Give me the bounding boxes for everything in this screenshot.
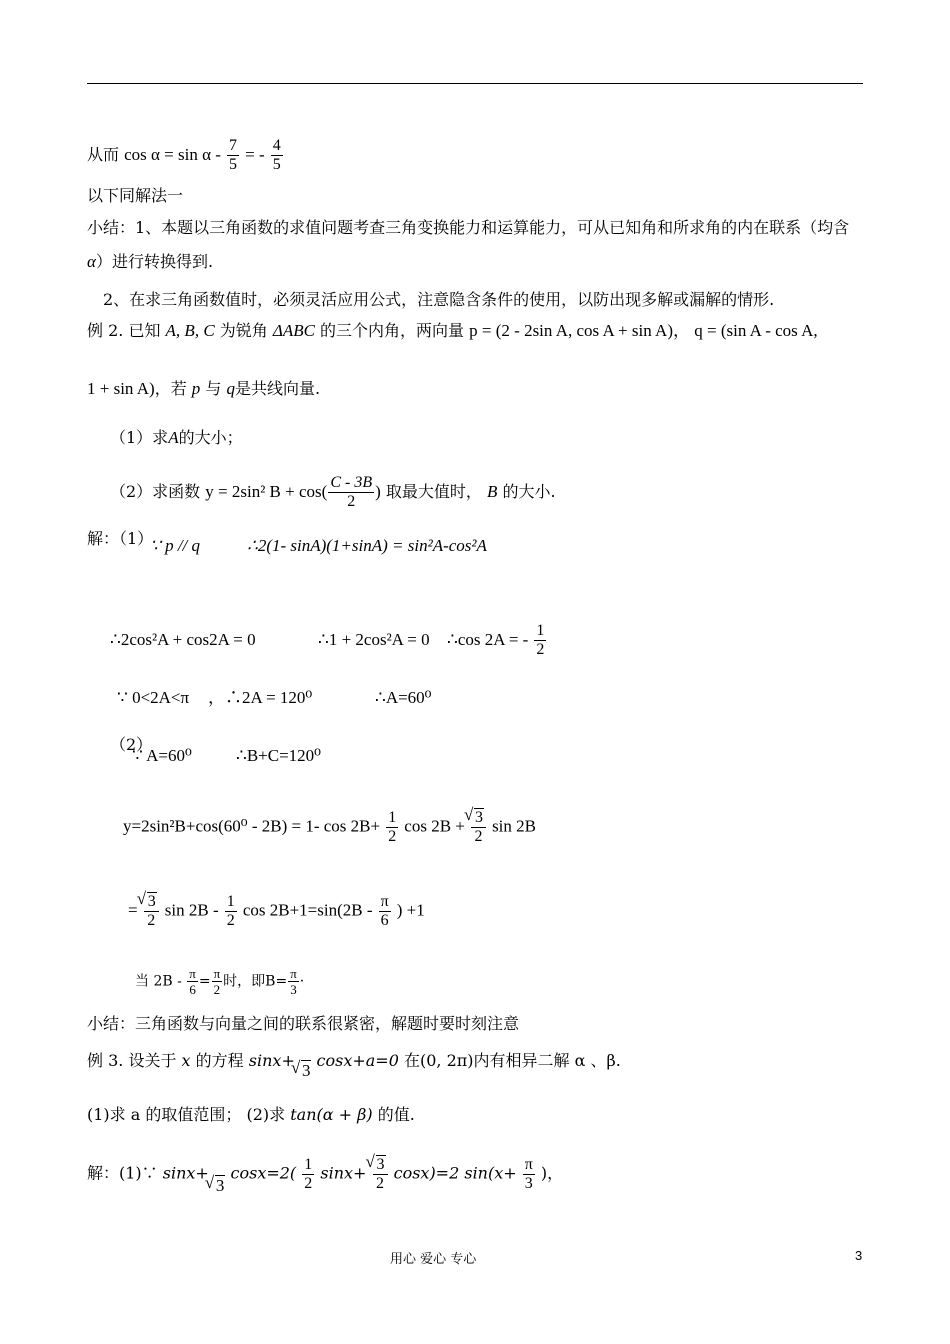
math: ΔABC	[272, 321, 315, 340]
text: 在(0, 2π)内有相异二解 α 、β.	[403, 1051, 621, 1070]
y-expansion	[123, 808, 536, 846]
math: tan(α + β)	[290, 1105, 373, 1124]
text: 的大小；	[178, 428, 243, 447]
text: （2）求函数	[110, 482, 201, 501]
math: ∴2(1- sinA)(1+sinA) = sin²A-cos²A	[247, 536, 487, 555]
math: =	[128, 900, 138, 920]
solution-step-2c	[375, 688, 432, 708]
math: ∴B+C=120⁰	[236, 746, 321, 765]
sqrt: √ 3	[301, 1060, 312, 1081]
math: ，∴2A = 120⁰	[208, 688, 313, 707]
math: A, B, C	[165, 321, 215, 340]
num: π	[380, 892, 389, 910]
text: 的三个内角，两向量	[320, 321, 465, 340]
math: sin 2B	[492, 816, 536, 836]
fraction	[227, 137, 239, 174]
math: cosx=2(	[230, 1163, 297, 1183]
text: 从而	[87, 145, 120, 164]
text: 的方程	[195, 1051, 244, 1070]
num: 7	[229, 137, 238, 154]
math: p	[191, 379, 201, 398]
fraction	[144, 892, 159, 930]
den: 6	[189, 982, 196, 997]
text: 的值.	[377, 1105, 415, 1124]
den: 3	[524, 1174, 533, 1192]
text: ）进行转换得到.	[95, 252, 214, 271]
den: 2	[147, 912, 156, 929]
num: π	[524, 1155, 533, 1173]
alpha: α	[87, 252, 96, 271]
math: ∴2cos²A + cos2A = 0	[110, 630, 256, 649]
den: 6	[380, 911, 389, 929]
question-2	[110, 474, 556, 511]
text: (1)求 a 的取值范围； (2)求	[87, 1105, 286, 1124]
example-2-statement-cont	[87, 379, 320, 399]
math: ∵ A=60⁰	[132, 746, 192, 765]
solution-step-1a	[110, 630, 256, 650]
solution-step-2a	[117, 688, 189, 708]
sqrt-wrap	[300, 1061, 312, 1080]
math: p = (2 - 2sin A, cos A + sin A)， q = (sin A - cos A,	[469, 321, 818, 340]
sqrt: √ 3	[215, 1175, 226, 1196]
math: cos 2B +	[404, 816, 465, 836]
solution-step-0	[247, 536, 487, 556]
num: 4	[272, 137, 281, 154]
math: sin 2B -	[164, 900, 219, 920]
math: y = 2sin² B + cos(	[205, 482, 328, 501]
math: sinx+	[162, 1163, 209, 1183]
fraction	[386, 809, 398, 846]
den: 2	[376, 1175, 385, 1192]
den: 2	[226, 911, 235, 929]
sqrt-wrap	[214, 1176, 226, 1195]
page-number: 3	[855, 1248, 863, 1263]
fraction	[379, 893, 391, 930]
part-2-step-a	[132, 746, 192, 766]
part-2-label: （2）	[110, 735, 153, 754]
line-same-as-method-1: 以下同解法一	[87, 186, 184, 205]
summary-1-line-b	[87, 252, 213, 272]
text: 为锐角	[219, 321, 268, 340]
summary-1-point-2: 2、在求三角函数值时，必须灵活应用公式，注意隐含条件的使用，以防出现多解或漏解的情形.	[103, 290, 775, 309]
solution-parallel	[150, 536, 200, 556]
math-expr: cos α = sin α -	[124, 145, 221, 164]
math: ∵ p // q	[150, 536, 201, 555]
summary-1-line-a: 小结：1、本题以三角函数的求值问题考查三角变换能力和运算能力，可从已知角和所求角的内在联系（均含	[87, 218, 850, 237]
text: 的大小.	[502, 482, 556, 501]
fraction	[187, 966, 198, 997]
math: y=2sin²B+cos(60⁰ - 2B) = 1- cos 2B+	[123, 816, 381, 836]
den: 2	[213, 982, 221, 997]
text: =	[198, 973, 211, 990]
math: cosx+a=0	[316, 1051, 399, 1070]
num: 1	[388, 808, 397, 826]
example-3-statement	[87, 1050, 621, 1080]
den: 3	[290, 982, 297, 997]
y-simplified	[128, 892, 425, 930]
text: 例 2. 已知	[87, 321, 161, 340]
math: ∵ 0<2A<π	[117, 688, 190, 707]
fraction	[212, 966, 223, 997]
line-cos-result	[87, 137, 284, 174]
fraction	[225, 893, 237, 930]
fraction	[288, 966, 299, 997]
text: 取最大值时，	[385, 482, 482, 501]
header-rule	[87, 83, 863, 84]
fraction	[471, 808, 486, 846]
math: ∴cos 2A = -	[447, 630, 529, 649]
den: 2	[474, 828, 483, 845]
example-3-questions	[87, 1105, 415, 1125]
fraction	[373, 1155, 388, 1193]
math: x	[181, 1051, 191, 1070]
fraction	[534, 622, 546, 659]
sqrt: √ 3	[147, 892, 157, 911]
text: （1）求	[110, 428, 169, 447]
num	[471, 808, 486, 828]
num: π	[290, 966, 297, 981]
sqrt: √ 3	[474, 808, 484, 827]
solution-label: 解：（1）	[87, 529, 154, 548]
text: 与	[205, 379, 222, 398]
den: 2	[304, 1174, 313, 1192]
page-footer: 用心 爱心 专心	[390, 1252, 477, 1267]
den: 2	[347, 493, 356, 510]
num: 1	[226, 892, 235, 910]
num: 1	[536, 622, 545, 639]
part-2-step-b	[236, 746, 321, 766]
text: ·	[299, 973, 305, 990]
max-condition	[135, 966, 304, 997]
text: ，若	[154, 379, 187, 398]
math: )	[375, 482, 381, 501]
num	[144, 892, 159, 912]
math: ) +1	[396, 900, 425, 920]
text: 时，即B=	[223, 973, 288, 990]
question-1	[110, 428, 243, 448]
num: π	[213, 966, 221, 981]
math: A	[168, 428, 179, 447]
fraction	[271, 137, 283, 174]
solution-step-1b	[318, 630, 430, 650]
den: 5	[229, 156, 238, 173]
sqrt: √ 3	[376, 1155, 386, 1174]
num: C - 3B	[330, 474, 373, 491]
math: sinx+	[248, 1051, 295, 1070]
math: cosx)=2 sin(x+	[393, 1163, 517, 1183]
example-2-statement	[87, 321, 818, 341]
math: ∴1 + 2cos²A = 0	[318, 630, 430, 649]
text: 是共线向量.	[235, 379, 321, 398]
text: 当 2B -	[135, 973, 182, 990]
den: 2	[388, 827, 397, 845]
num: π	[189, 966, 196, 981]
fraction	[523, 1156, 535, 1193]
math: B	[486, 482, 498, 501]
math: cos 2B+1=sin(2B -	[242, 900, 373, 920]
math: 1 + sin A)	[87, 379, 155, 398]
fraction	[302, 1156, 314, 1193]
num: 1	[304, 1155, 313, 1173]
text: 解：(1)∵	[87, 1163, 158, 1183]
math: sinx+	[320, 1163, 367, 1183]
math-expr: = -	[245, 145, 265, 164]
solution-step-2b	[208, 688, 312, 708]
den: 2	[536, 641, 545, 658]
text: )，	[540, 1163, 564, 1183]
fraction	[328, 474, 374, 511]
num	[373, 1155, 388, 1175]
example-3-solution	[87, 1155, 563, 1193]
math: q	[226, 379, 235, 398]
solution-step-1c	[447, 622, 547, 659]
math: ∴A=60⁰	[375, 688, 432, 707]
text: 例 3. 设关于	[87, 1051, 177, 1070]
den: 5	[272, 156, 281, 173]
summary-2: 小结：三角函数与向量之间的联系很紧密，解题时要时刻注意	[87, 1014, 520, 1033]
